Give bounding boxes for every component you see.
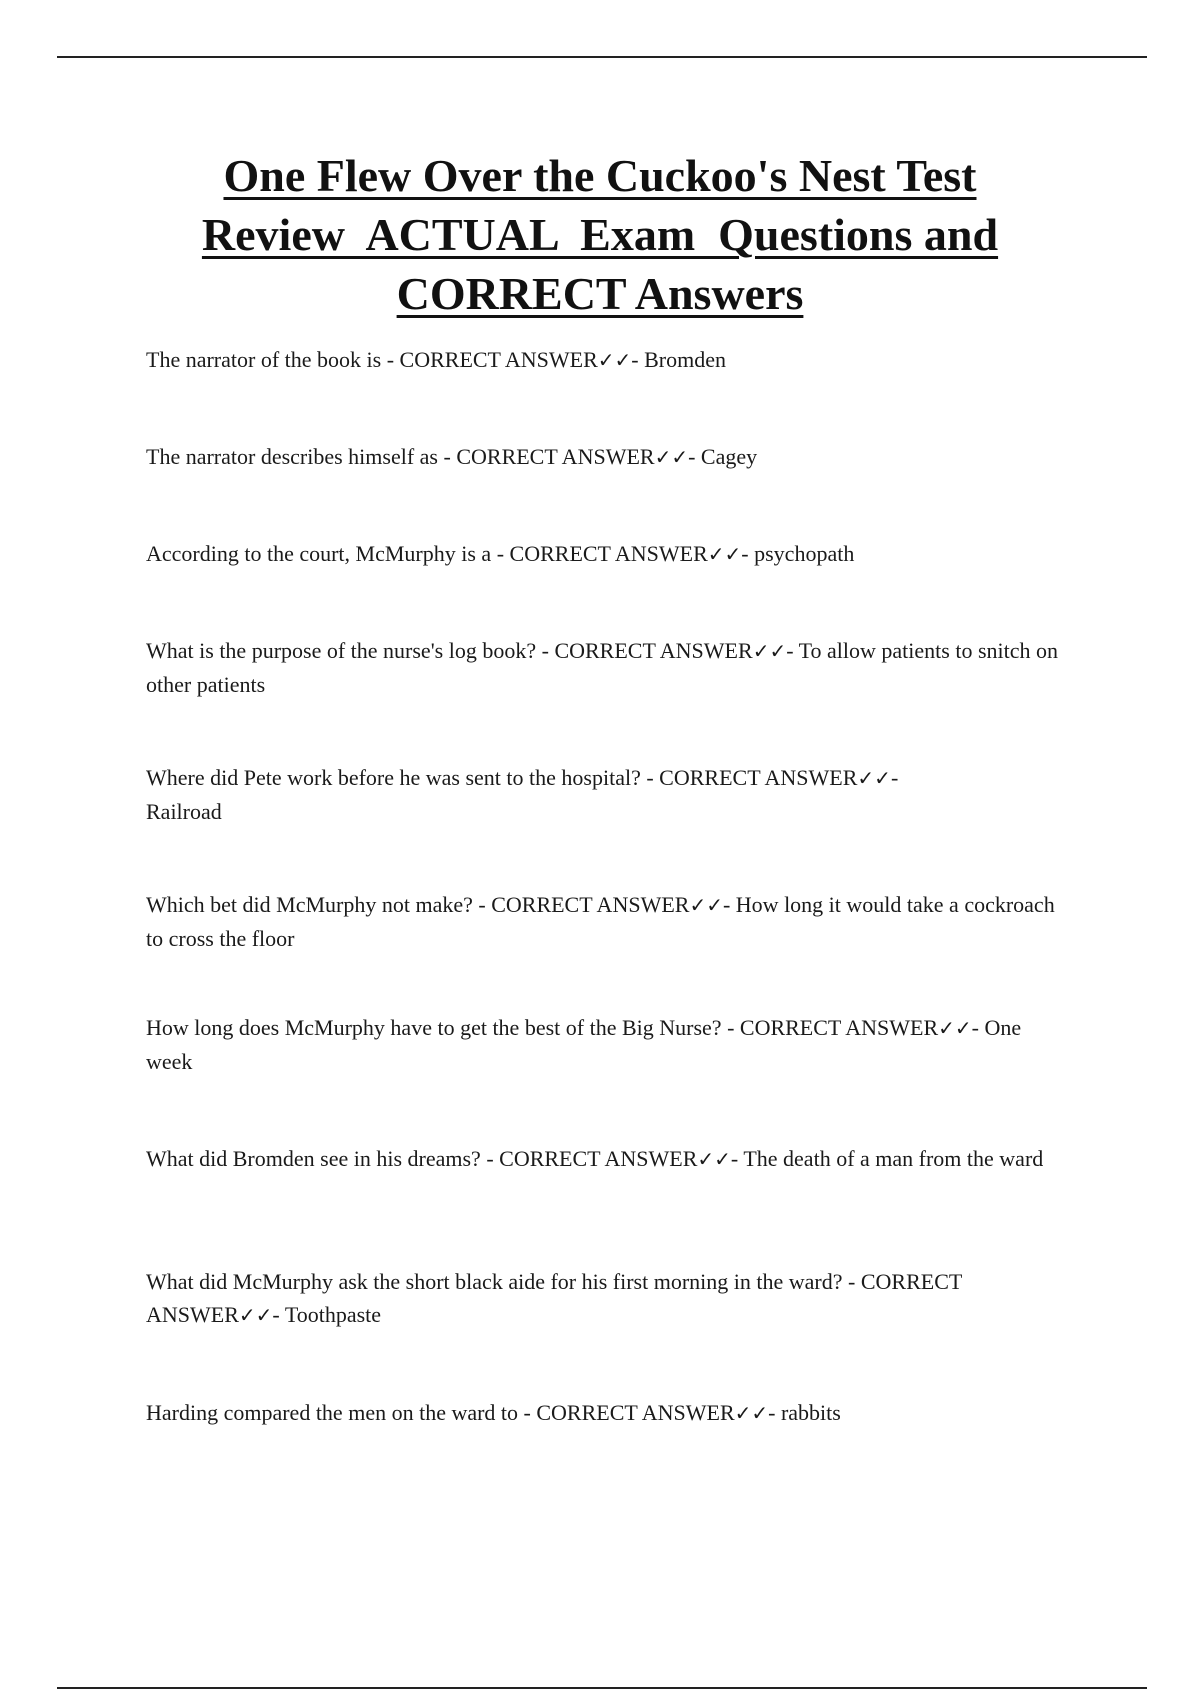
bottom-rule	[57, 1687, 1147, 1689]
double-check-icon: ✓✓	[938, 1016, 972, 1040]
qa-item-4: What is the purpose of the nurse's log book? - CORRECT ANSWER✓✓- To allow patients to snitch on other patients	[146, 638, 1064, 697]
double-check-icon: ✓✓	[654, 445, 689, 469]
question-text: How long does McMurphy have to get the best of the Big Nurse?	[146, 1015, 722, 1040]
correct-answer-marker: CORRECT ANSWER	[739, 1015, 939, 1040]
double-check-icon: ✓✓	[752, 639, 787, 663]
qa-item-2: The narrator describes himself as - CORRECT ANSWER✓✓- Cagey	[146, 444, 758, 469]
answer-text: Bromden	[644, 347, 727, 372]
answer-text: The death of a man from the ward	[743, 1146, 1044, 1171]
double-check-icon: ✓✓	[857, 766, 891, 790]
qa-item-8: What did Bromden see in his dreams? - CORRECT ANSWER✓✓- The death of a man from the ward	[146, 1146, 1044, 1171]
correct-answer-marker: CORRECT ANSWER	[146, 1269, 967, 1327]
answer-text: Toothpaste	[284, 1302, 382, 1327]
double-check-icon: ✓✓	[238, 1303, 273, 1327]
double-check-icon: ✓✓	[597, 348, 632, 372]
question-text: What is the purpose of the nurse's log book?	[146, 638, 537, 663]
title-line-3: CORRECT Answers	[396, 268, 804, 319]
answer-text: Cagey	[700, 444, 758, 469]
answer-text: psychopath	[754, 541, 855, 566]
question-text: The narrator of the book is	[146, 347, 382, 372]
title-line-2: Review ACTUAL Exam Questions and	[201, 209, 999, 260]
correct-answer-marker: CORRECT ANSWER	[499, 1146, 698, 1171]
double-check-icon: ✓✓	[734, 1401, 769, 1425]
question-text: Where did Pete work before he was sent to the hospital?	[146, 765, 641, 790]
qa-item-3: According to the court, McMurphy is a - CORRECT ANSWER✓✓- psychopath	[146, 541, 855, 566]
qa-item-5: Where did Pete work before he was sent to the hospital? - CORRECT ANSWER✓✓- Railroad	[146, 765, 899, 824]
answer-text: Railroad	[146, 799, 222, 824]
document-title	[150, 146, 1050, 323]
question-text: What did McMurphy ask the short black aide for his first morning in the ward?	[146, 1269, 843, 1294]
question-text: Harding compared the men on the ward to	[146, 1400, 519, 1425]
correct-answer-marker: CORRECT ANSWER	[554, 638, 753, 663]
answer-text: rabbits	[780, 1400, 841, 1425]
title-line-1: One Flew Over the Cuckoo's Nest Test	[223, 150, 977, 201]
question-text: Which bet did McMurphy not make?	[146, 892, 473, 917]
double-check-icon: ✓✓	[689, 893, 723, 917]
qa-item-1: The narrator of the book is - CORRECT ANSWER✓✓- Bromden	[146, 347, 727, 372]
qa-item-9: What did McMurphy ask the short black aide for his first morning in the ward? - CORRECT ANSWER✓✓- Toothpaste	[146, 1269, 967, 1327]
qa-item-7: How long does McMurphy have to get the best of the Big Nurse? - CORRECT ANSWER✓✓- One week	[146, 1015, 1027, 1074]
correct-answer-marker: CORRECT ANSWER	[509, 541, 708, 566]
correct-answer-marker: CORRECT ANSWER	[491, 892, 690, 917]
top-rule	[57, 56, 1147, 58]
double-check-icon: ✓✓	[697, 1147, 731, 1171]
correct-answer-marker: CORRECT ANSWER	[536, 1400, 735, 1425]
correct-answer-marker: CORRECT ANSWER	[399, 347, 598, 372]
question-text: What did Bromden see in his dreams?	[146, 1146, 481, 1171]
answer-text: One week	[146, 1015, 1027, 1074]
correct-answer-marker: CORRECT ANSWER	[659, 765, 858, 790]
qa-item-10: Harding compared the men on the ward to - CORRECT ANSWER✓✓- rabbits	[146, 1400, 841, 1425]
correct-answer-marker: CORRECT ANSWER	[456, 444, 655, 469]
answer-text: To allow patients to snitch on other patients	[146, 638, 1064, 697]
double-check-icon: ✓✓	[707, 542, 742, 566]
question-text: The narrator describes himself as	[146, 444, 438, 469]
qa-item-6: Which bet did McMurphy not make? - CORRECT ANSWER✓✓- How long it would take a cockroach to cross the floor	[146, 892, 1061, 951]
answer-text: How long it would take a cockroach to cross the floor	[146, 892, 1061, 951]
question-text: According to the court, McMurphy is a	[146, 541, 492, 566]
